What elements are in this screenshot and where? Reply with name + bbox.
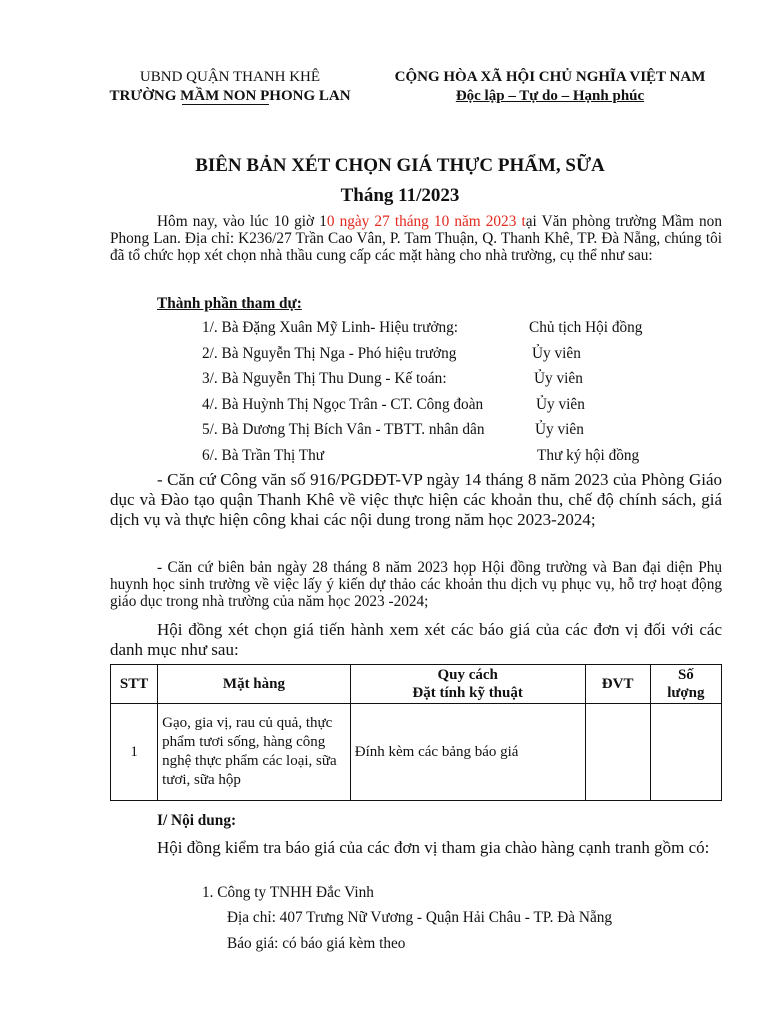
table-header-row xyxy=(111,665,722,704)
participants-heading: Thành phần tham dự: xyxy=(157,295,302,312)
cell-qty xyxy=(650,704,721,801)
member-name: 1/. Bà Đặng Xuân Mỹ Linh- Hiệu trưởng: xyxy=(202,319,458,336)
company-quote: Báo giá: có báo giá kèm theo xyxy=(227,935,406,952)
title-line-1: BIÊN BẢN XÉT CHỌN GIÁ THỰC PHẨM, SỮA xyxy=(195,155,605,176)
intro-date-highlight: 0 ngày 27 tháng 10 năm 2023 t xyxy=(326,213,526,230)
school-name-underline xyxy=(182,104,268,105)
basis-paragraph-1: - Căn cứ Công văn số 916/PGDĐT-VP ngày 14 tháng 8 năm 2023 của Phòng Giáo dục và Đào tạo quận Thanh Khê về việc thực hiện các khoản thu, chế độ chính sách, giá dịch vụ và thực hiện công khai các nội dung trong năm học 2023-2024; xyxy=(110,470,722,529)
member-name: 3/. Bà Nguyễn Thị Thu Dung - Kế toán: xyxy=(202,370,447,387)
title-line-2: Tháng 11/2023 xyxy=(340,185,460,206)
col-header-spec: Quy cách Đặt tính kỹ thuật xyxy=(350,665,585,704)
agency-name: UBND QUẬN THANH KHÊ xyxy=(139,69,321,85)
content-heading: I/ Nội dung: xyxy=(157,812,237,829)
basis-paragraph-2: - Căn cứ biên bản ngày 28 tháng 8 năm 2023 họp Hội đồng trường và Ban đại diện Phụ huynh học sinh trường về việc lấy ý kiến dự thảo các khoản thu dịch vụ phục vụ, hỗ trợ hoạt động giáo dục trong nhà trường của năm học 2023 -2024; xyxy=(110,559,722,610)
member-name: 5/. Bà Dương Thị Bích Vân - TBTT. nhân dân xyxy=(202,421,485,438)
col-header-item: Mặt hàng xyxy=(158,665,351,704)
member-role: Ủy viên xyxy=(534,370,583,387)
agency-header xyxy=(80,68,380,106)
member-name: 6/. Bà Trần Thị Thư xyxy=(202,447,325,464)
member-role: Thư ký hội đồng xyxy=(537,447,640,464)
company-address: Địa chỉ: 407 Trưng Nữ Vương - Quận Hải Châu - TP. Đà Nẵng xyxy=(227,909,613,926)
content-paragraph: Hội đồng kiểm tra báo giá của các đơn vị tham gia chào hàng cạnh tranh gồm có: xyxy=(157,838,710,857)
col-header-stt: STT xyxy=(111,665,158,704)
member-role: Ủy viên xyxy=(536,396,585,413)
intro-paragraph: Hôm nay, vào lúc 10 giờ 10 ngày 27 tháng 10 năm 2023 tại Văn phòng trường Mầm non Phong Lan. Địa chỉ: K236/27 Trần Cao Vân, P. Tam Thuận, Q. Thanh Khê, TP. Đà Nẵng, chúng tôi đã tổ chức họp xét chọn nhà thầu cung cấp các mặt hàng cho nhà trường, cụ thể như sau: xyxy=(110,213,722,264)
national-motto: Độc lập – Tự do – Hạnh phúc xyxy=(455,88,645,104)
member-role: Ủy viên xyxy=(532,345,581,362)
cell-stt: 1 xyxy=(111,704,158,801)
items-table xyxy=(110,664,722,801)
document-title xyxy=(90,151,710,211)
basis-paragraph-3: Hội đồng xét chọn giá tiến hành xem xét các báo giá của các đơn vị đối với các danh mục như sau: xyxy=(110,620,722,659)
cell-item: Gạo, gia vị, rau củ quả, thực phẩm tươi sống, hàng công nghệ thực phẩm các loại, sữa tươi, sữa hộp xyxy=(158,704,351,801)
cell-unit xyxy=(585,704,650,801)
table-row xyxy=(111,704,722,801)
school-name: TRƯỜNG MẦM NON PHONG LAN xyxy=(109,88,351,104)
company-name: 1. Công ty TNHH Đắc Vinh xyxy=(202,884,374,901)
cell-spec: Đính kèm các bảng báo giá xyxy=(350,704,585,801)
national-title: CỘNG HÒA XÃ HỘI CHỦ NGHĨA VIỆT NAM xyxy=(394,69,706,85)
national-header xyxy=(382,68,718,106)
col-header-unit: ĐVT xyxy=(585,665,650,704)
member-name: 4/. Bà Huỳnh Thị Ngọc Trân - CT. Công đoàn xyxy=(202,396,484,413)
member-role: Chủ tịch Hội đồng xyxy=(529,319,643,336)
col-header-qty: Số lượng xyxy=(650,665,721,704)
member-role: Ủy viên xyxy=(535,421,584,438)
member-name: 2/. Bà Nguyễn Thị Nga - Phó hiệu trưởng xyxy=(202,345,457,362)
